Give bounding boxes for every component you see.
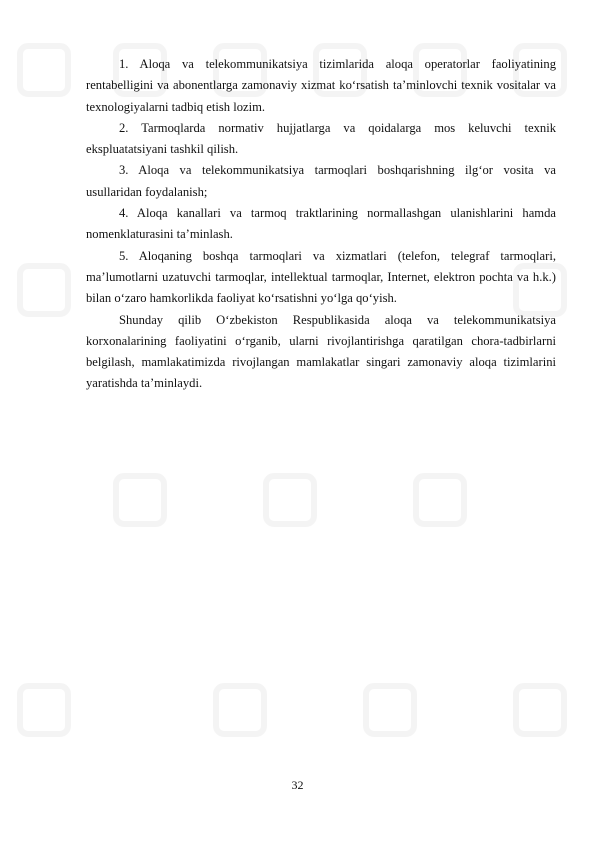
watermark-icon <box>260 470 320 530</box>
paragraph-conclusion: Shunday qilib O‘zbekiston Respublikasida aloqa va telekommunikatsiya korxonalarining faoliyatini o‘rganib, ularni rivojlantirishga qaratilgan chora-tadbirlarni belgilash, mamlakatimizda rivojlangan mamlakatlar singari zamonaviy aloqa tizimlarini yaratishda ta’minlaydi. <box>86 312 556 391</box>
watermark-icon <box>14 260 74 320</box>
watermark-icon <box>360 680 420 740</box>
watermark-icon <box>410 470 470 530</box>
watermark-icon <box>110 470 170 530</box>
paragraph-4: 4. Aloqa kanallari va tarmoq traktlarining normallashgan ulanishlarini hamda nomenklaturasini ta’minlash. <box>86 206 556 242</box>
page-body <box>86 54 556 395</box>
paragraph-5: 5. Aloqaning boshqa tarmoqlari va xizmatlari (telefon, telegraf tarmoqlari, ma’lumotlarni uzatuvchi tarmoqlar, intellektual tarmoqlar, Internet, elektron pochta va h.k.) bilan o‘zaro hamkorlikda faoliyat ko‘rsatishni yo‘lga qo‘yish. <box>86 248 556 306</box>
watermark-icon <box>14 680 74 740</box>
watermark-icon <box>14 40 74 100</box>
watermark-icon <box>510 680 570 740</box>
page-number: 32 <box>291 778 304 792</box>
paragraph-3: 3. Aloqa va telekommunikatsiya tarmoqlari boshqarishning ilg‘or vosita va usullaridan foydalanish; <box>86 163 556 199</box>
paragraph-2: 2. Tarmoqlarda normativ hujjatlarga va qoidalarga mos keluvchi texnik ekspluatatsiyani tashkil qilish. <box>86 120 556 157</box>
watermark-icon <box>210 680 270 740</box>
paragraph-1: 1. Aloqa va telekommunikatsiya tizimlarida aloqa operatorlar faoliyatining rentabelligini va abonentlarga zamonaviy xizmat ko‘rsatish ta’minlovchi texnik vositalar va texnologiyalarni tadbiq etish lozim. <box>86 57 556 114</box>
